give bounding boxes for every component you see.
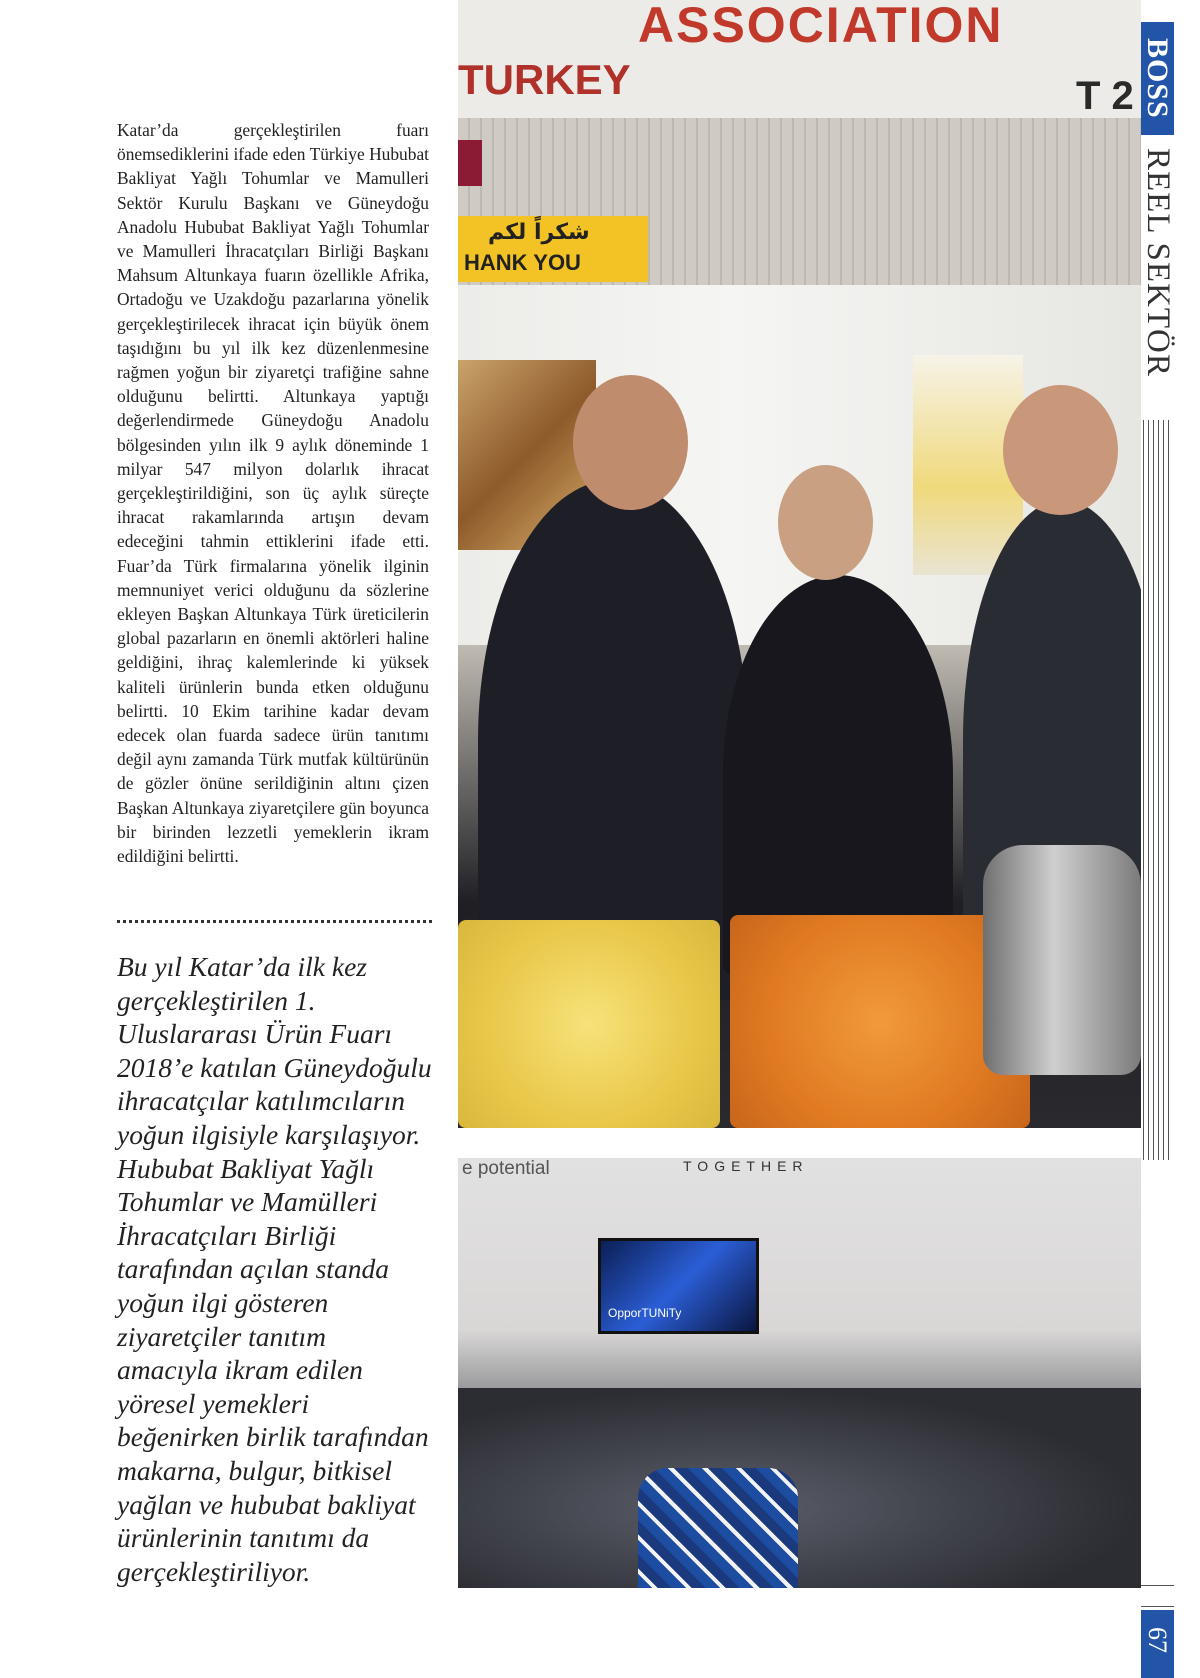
man-right-face [1003, 385, 1118, 515]
article-body: Katar’da gerçekleştirilen fuarı önemsediklerini ifade eden Türkiye Hububat Bakliyat Yağlı Tohumlar ve Mamulleri Sektör Kurulu Başkanı ve Güneydoğu Anadolu Hububat Bakliyat Yağlı Tohumlar ve Mamulleri İhracatçıları Birliği Başkanı Mahsum Altunkaya fuarın özellikle Afrika, Ortadoğu ve Uzakdoğu pazarlarına yönelik gerçekleştirilecek ihracat için büyük önem taşıdığını bu yıl ilk kez düzenlenmesine rağmen yoğun bir ziyaretçi trafiğine sahne olduğunu belirtti. Altunkaya yaptığı değerlendirmede Güneydoğu Anadolu bölgesinden yılın ilk 9 aylık döneminde 1 milyar 547 milyon dolarlık ihracat gerçekleştirildiğini, son üç aylık süreçte ihracat rakamlarında artışın devam edeceğini tahmin ettiklerini ifade etti. Fuar’da Türk firmalarına yönelik ilginin memnuniyet verici olduğunu da sözlerine ekleyen Başkan Altunkaya Türk üreticilerin global pazarların en önemli aktörleri haline geldiğini, ihraç kalemlerinde ki yüksek kaliteli ürünlerin bunda etken olduğunu belirtti. 10 Ekim tarihine kadar devam edecek olan fuarda sadece ürün tanıtımı değil aynı zamanda Türk mutfak kültürünün de gözler önüne serildiğinin altını çizen Başkan Altunkaya ziyaretçilere gün boyunca bir birinden lezzetli yemeklerin ikram edildiğini belirtti. [117, 120, 429, 867]
decorative-vertical-lines [1143, 420, 1173, 1160]
sign-arabic-text: شكراً لكم [488, 220, 590, 245]
photo-lounge-meeting [458, 1158, 1141, 1588]
woman-center-face [778, 465, 873, 580]
banner-edge-text: T 2 [1076, 74, 1134, 118]
qatar-flag [458, 140, 482, 186]
magazine-title: BOSS [1141, 38, 1174, 119]
pull-quote: Bu yıl Katar’da ilk kez gerçekleştirilen 1. Uluslararası Ürün Fuarı 2018’e katılan Güneydoğulu ihracatçılar katılımcıların yoğun ilgisiyle karşılaşıyor. Hububat Bakliyat Yağlı Tohumlar ve Mamülleri İhracatçıları Birliği tarafından açılan standa yoğun ilgi gösteren ziyaretçiler tanıtım amacıyla ikram edilen yöresel yemekleri beğenirken birlik tarafından makarna, bulgur, bitkisel yağlan ve hububat bakliyat ürünlerinin tanıtımı da gerçekleştiriliyor. [117, 951, 432, 1587]
sign-thank-you-text: HANK YOU [464, 250, 581, 275]
banner-association-text: ASSOCIATION [638, 0, 1004, 53]
seated-crowd [458, 1388, 1141, 1588]
dotted-separator [117, 920, 432, 923]
tv-screen-text: OpporTUNiTy [608, 1306, 682, 1320]
wall-together-text: TOGETHER [683, 1158, 809, 1174]
banner-turkey-text: TURKEY [458, 56, 631, 103]
page-number-lines [1141, 1585, 1174, 1607]
patterned-shirt [638, 1468, 798, 1588]
page-number: 67 [1143, 1627, 1172, 1653]
section-title: REEL SEKTÖR [1140, 148, 1176, 377]
wall-potential-text: e potential [462, 1158, 550, 1179]
photo-booth-serving [458, 0, 1141, 1128]
bulgur-tray [458, 920, 720, 1128]
dolma-pot [983, 845, 1141, 1075]
man-left-face [573, 375, 688, 510]
